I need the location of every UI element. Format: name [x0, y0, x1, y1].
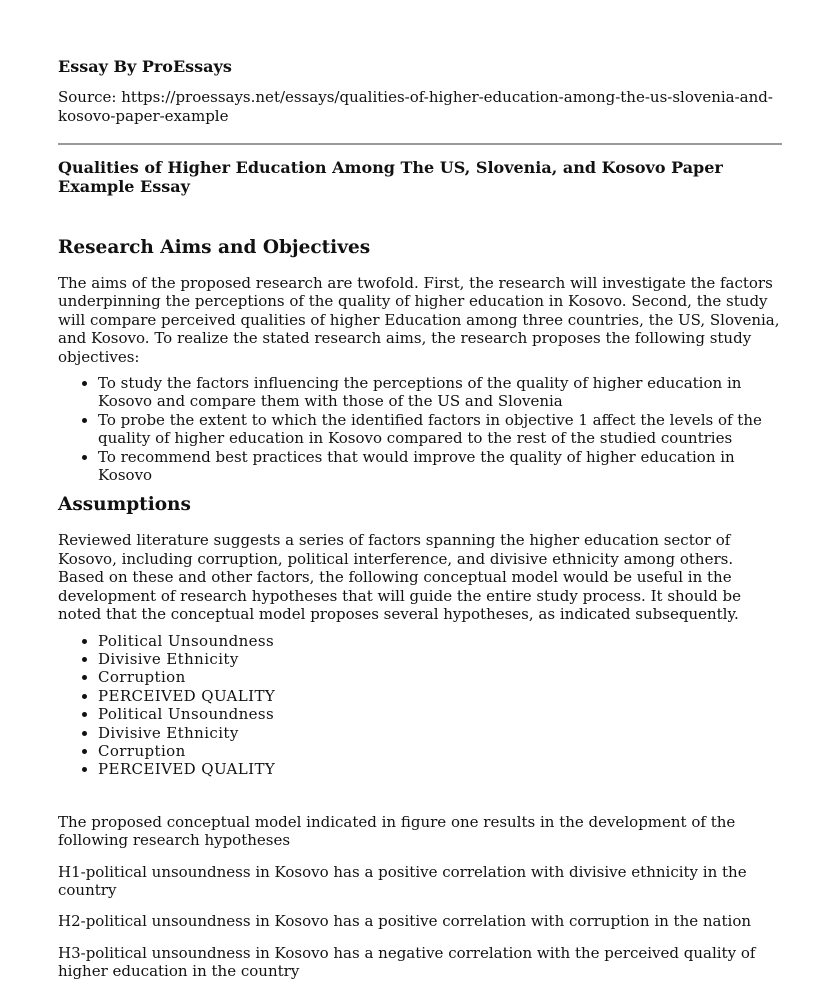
factor-item: • PERCEIVED QUALITY	[98, 760, 782, 778]
figure-placeholder-gap	[58, 789, 782, 813]
factor-item: • Divisive Ethnicity	[98, 724, 782, 742]
hypothesis-h3: H3-political unsoundness in Kosovo has a negative correlation with the perceived quality of higher education in the country	[58, 943, 756, 981]
divider-rule	[58, 143, 782, 145]
document-header	[58, 57, 782, 196]
objective-item: • To probe the extent to which the identified factors in objective 1 affect the levels of the quality of higher education in Kosovo compared to the rest of the studied countries	[98, 411, 782, 448]
source-label: Source:	[58, 88, 117, 106]
byline: Essay By ProEssays	[58, 57, 232, 76]
page-title: Qualities of Higher Education Among The US, Slovenia, and Kosovo Paper Example Essay	[58, 158, 723, 196]
paragraph-assumptions-intro: Reviewed literature suggests a series of factors spanning the higher education sector of Kosovo, including corruption, political interference, and divisive ethnicity among others. Based on these and other factors, the following conceptual model would be useful in the development of research hypotheses that will guide the entire study process. It should be noted that the conceptual model proposes several hypotheses, as indicated subsequently.	[58, 531, 742, 624]
objective-item: • To study the factors influencing the perceptions of the quality of higher education in Kosovo and compare them with those of the US and Slovenia	[98, 374, 782, 411]
factor-item: • PERCEIVED QUALITY	[98, 687, 782, 705]
factor-item: • Political Unsoundness	[98, 705, 782, 723]
section-heading-research-aims: Research Aims and Objectives	[58, 237, 371, 258]
hypothesis-h1: H1-political unsoundness in Kosovo has a positive correlation with divisive ethnicity in the country	[58, 862, 747, 899]
objectives-list	[58, 374, 782, 484]
factor-item: • Corruption	[98, 742, 782, 760]
source-url: https://proessays.net/essays/qualities-of-higher-education-among-the-us-slovenia-and-kosovo-paper-example	[58, 88, 773, 125]
paragraph-aims-intro: The aims of the proposed research are twofold. First, the research will investigate the factors underpinning the perceptions of the quality of higher education in Kosovo. Second, the study will compare perceived qualities of higher Education among three countries, the US, Slovenia, and Kosovo. To realize the stated research aims, the research proposes the following study objectives:	[58, 274, 780, 366]
objective-item: • To recommend best practices that would improve the quality of higher education in Kosovo	[98, 448, 782, 485]
section-heading-assumptions: Assumptions	[58, 494, 191, 516]
document-body	[58, 237, 782, 981]
factor-item: • Corruption	[98, 668, 782, 686]
model-factors-list	[58, 632, 782, 779]
paragraph-model-note: The proposed conceptual model indicated in figure one results in the development of the following research hypotheses	[58, 812, 736, 850]
factor-item: • Political Unsoundness	[98, 632, 782, 650]
source-line	[58, 88, 782, 125]
factor-item: • Divisive Ethnicity	[98, 650, 782, 668]
hypothesis-h2: H2-political unsoundness in Kosovo has a positive correlation with corruption in the nation	[58, 912, 752, 931]
